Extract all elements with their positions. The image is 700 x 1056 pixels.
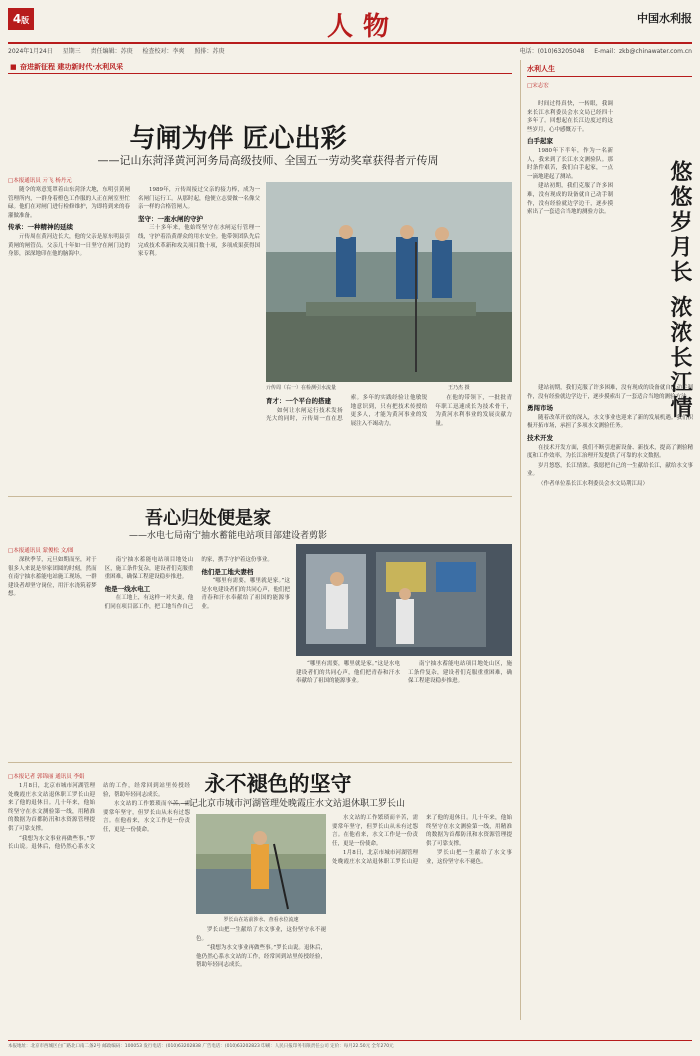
column-body-bottom: 建站初期，我们克服了许多困难，没有现成的设备就自己动手制作，没有经验就边学边干，逐步摸索出了一套适合当地的测验方法。 勇闯市场 随着改革开放的深入，水文事业也迎来了新的发展机遇。我们积极开拓市场，承担了多项水文测验任务。 技术开发 在技术开发方面，我们不断引进新设备、新技术，提高了测验精度和工作效率，为长江治理开发提供了可靠的水文数据。 岁月悠悠，长江情浓。我愿把自己的一生献给长江，献给水文事业。 （作者单位系长江水利委员会水文局荆江局）	[527, 385, 693, 487]
issue-date: 2024年1月24日	[8, 48, 53, 55]
article3-body-right: 水文站的工作繁琐而辛苦，需要常年坚守，但罗长山从未有过怨言。在他看来，水文工作是一份责任，更是一份使命。 1月8日，北京市城市河湖管理处晚霞庄水文站退休职工罗长山迎来了他的退休日。几十年来，他始终坚守在水文测验第一线，用精准的数据为首都防汛和水资源管理提供了可靠支撑。 罗长山把一生献给了水文事业，这份坚守永不褪色。	[332, 815, 512, 865]
designer: 照排：苏庚	[194, 48, 225, 55]
article3-photo-caption: 罗长山在站前涉水、查看水位流速	[223, 917, 299, 923]
topic-banner: ■ 奋进新征程 建功新时代·水利风采	[8, 60, 512, 74]
section-title: 人物	[326, 12, 399, 42]
article3-photo	[196, 814, 326, 914]
article1-byline: □本报通讯员 亓飞 杨丹元	[8, 178, 72, 184]
article1-photo	[266, 182, 512, 382]
article2-subtitle: ——水电七局南宁抽水蓄能电站项目部建设者剪影	[128, 531, 327, 541]
article3-subtitle: ——记北京市城市河湖管理处晚霞庄水文站退休职工罗长山	[170, 799, 405, 809]
editor: 责任编辑：苏庚	[90, 48, 133, 55]
article1-title: 与闸为伴 匠心出彩	[129, 124, 347, 154]
article3-body-mid: 罗长山把一生献给了水文事业，这份坚守永不褪色。 “我想为水文事业再做些事。”罗长山说。退休后，他仍然心系水文站的工作，经常回到站里传授经验，帮助年轻同志成长。	[196, 927, 326, 969]
article1-body-left: 随令的寒意笼罩着山东菏泽大地，东明引黄闸管理所内，一群身着橙色工作服的人正在闸室里忙碌。他们在对闸门进行检修维护，为即将到来的春灌做准备。 传承：一种精神的延续 亓传周在黄河边长大，他的父亲是原东明县引黄闸的闸管员。父亲几十年如一日坚守在闸门边的身影，深深地印在他的脑海中。 1989年，亓传周接过父亲的接力棒，成为一名闸门运行工。从那时起，他便立志要做一名像父亲一样的合格管闸人。 坚守：一座水闸的守护 三十多年来，他始终坚守在水闸运行管理一线，守护着沿黄群众的用水安全。他带领团队先后完成技术革新和攻关项目数十项，多项成果获得国家专利。	[8, 187, 260, 258]
article2-body: 深秋季节，元旦如期而至，对于很多人来说是举家团圆的时刻，然而在南宁抽水蓄能电站施工现场，一群建设者却坚守岗位，用汗水浇筑着梦想。 南宁抽水蓄能电站项目地处山区，施工条件复杂，建设者们克服重重困难，确保工程建设稳步推进。 他是一线水电工 在工地上，有这样一对夫妻，他们同在项目部工作，把工地当作自己的家，携手守护着这份事业。 他们是工地夫妻档 “哪里有需要，哪里就是家。”这是水电建设者们的共同心声，他们把青春和汗水奉献给了祖国的能源事业。	[8, 557, 290, 610]
article3-title: 永不褪色的坚守	[204, 771, 352, 796]
column-tag: 水利人生	[527, 64, 692, 77]
email: E-mail：zkb@chinawater.com.cn	[594, 48, 692, 55]
issue-weekday: 星期三	[62, 48, 81, 55]
article3-byline: □本报记者 郭锦丽 通讯员 李娟	[8, 774, 85, 780]
article2-photo	[296, 544, 512, 656]
page-footer: 本报地址：北京市西城区白广路北口南二条2号 邮政编码：100053 发行电话：(010)63202838 广告电话：(010)63202823 印刷：人民日报印务有限责任公司 定价：每月22.50元 全年270元	[8, 1040, 692, 1052]
article1-photo-caption: 亓传周（右一）在检测引水流量	[266, 385, 337, 391]
checker: 检查校对：李爽	[142, 48, 185, 55]
divider	[8, 496, 512, 497]
column-byline: □宋志宏	[527, 83, 549, 89]
article3-body-left: 1月8日，北京市城市河湖管理处晚霞庄水文站退休职工罗长山迎来了他的退休日。几十年来，他始终坚守在水文测验第一线，用精准的数据为首都防汛和水资源管理提供了可靠支撑。 “我想为水文事业再做些事。”罗长山说。退休后，他仍然心系水文站的工作，经常回到站里传授经验，帮助年轻同志成长。 水文站的工作繁琐而辛苦，需要常年坚守，但罗长山从未有过怨言。在他看来，水文工作是一份责任，更是一份使命。	[8, 783, 190, 851]
masthead: 中国水利报	[637, 12, 692, 25]
article1-body-right: 育才：一个平台的搭建 如何让水闸运行技术发扬光大的同时，亓传周一直在思索。多年的实践经验让他敏锐地意识到，只有把技术传授给更多人，才能为黄河事业的发展注入不竭动力。 在他的带领下，一批批青年职工迅速成长为技术骨干，为黄河水利事业的发展贡献力量。	[266, 395, 512, 427]
divider	[8, 762, 512, 763]
article2-byline: □本报通讯员 蒙俊松 文/图	[8, 548, 74, 554]
column-title: 悠悠岁月长 浓浓长江情	[667, 160, 693, 421]
main-column	[8, 60, 512, 1020]
article2-title: 吾心归处便是家	[145, 508, 271, 529]
header-meta-bar	[8, 42, 692, 54]
page-number-badge: 4版	[8, 8, 34, 30]
phone: 电话：(010)63205048	[519, 48, 585, 55]
article1-photo-credit: 王乃杰 摄	[448, 385, 470, 391]
column-body-top: 时间过得真快，一转眼，我调来长江水利委员会水文局已经四十多年了。回想起在长江边度过的这些岁月，心中感慨万千。 白手起家 1980年下半年，作为一名新人，我来到了长江水文测验队。那时条件艰苦，我们白手起家，一点一滴地建起了测站。 建站初期，我们克服了许多困难，没有现成的设备就自己动手制作，没有经验就边学边干，逐步摸索出了一套适合当地的测验方法。	[527, 101, 613, 216]
article1-subtitle: ——记山东菏泽黄河河务局高级技师、全国五一劳动奖章获得者亓传周	[97, 154, 439, 167]
column-sidebar	[520, 60, 692, 1020]
article2-body-right: “哪里有需要，哪里就是家。”这是水电建设者们的共同心声，他们把青春和汗水奉献给了祖国的能源事业。 南宁抽水蓄能电站项目地处山区，施工条件复杂，建设者们克服重重困难，确保工程建设稳步推进。	[296, 661, 512, 685]
